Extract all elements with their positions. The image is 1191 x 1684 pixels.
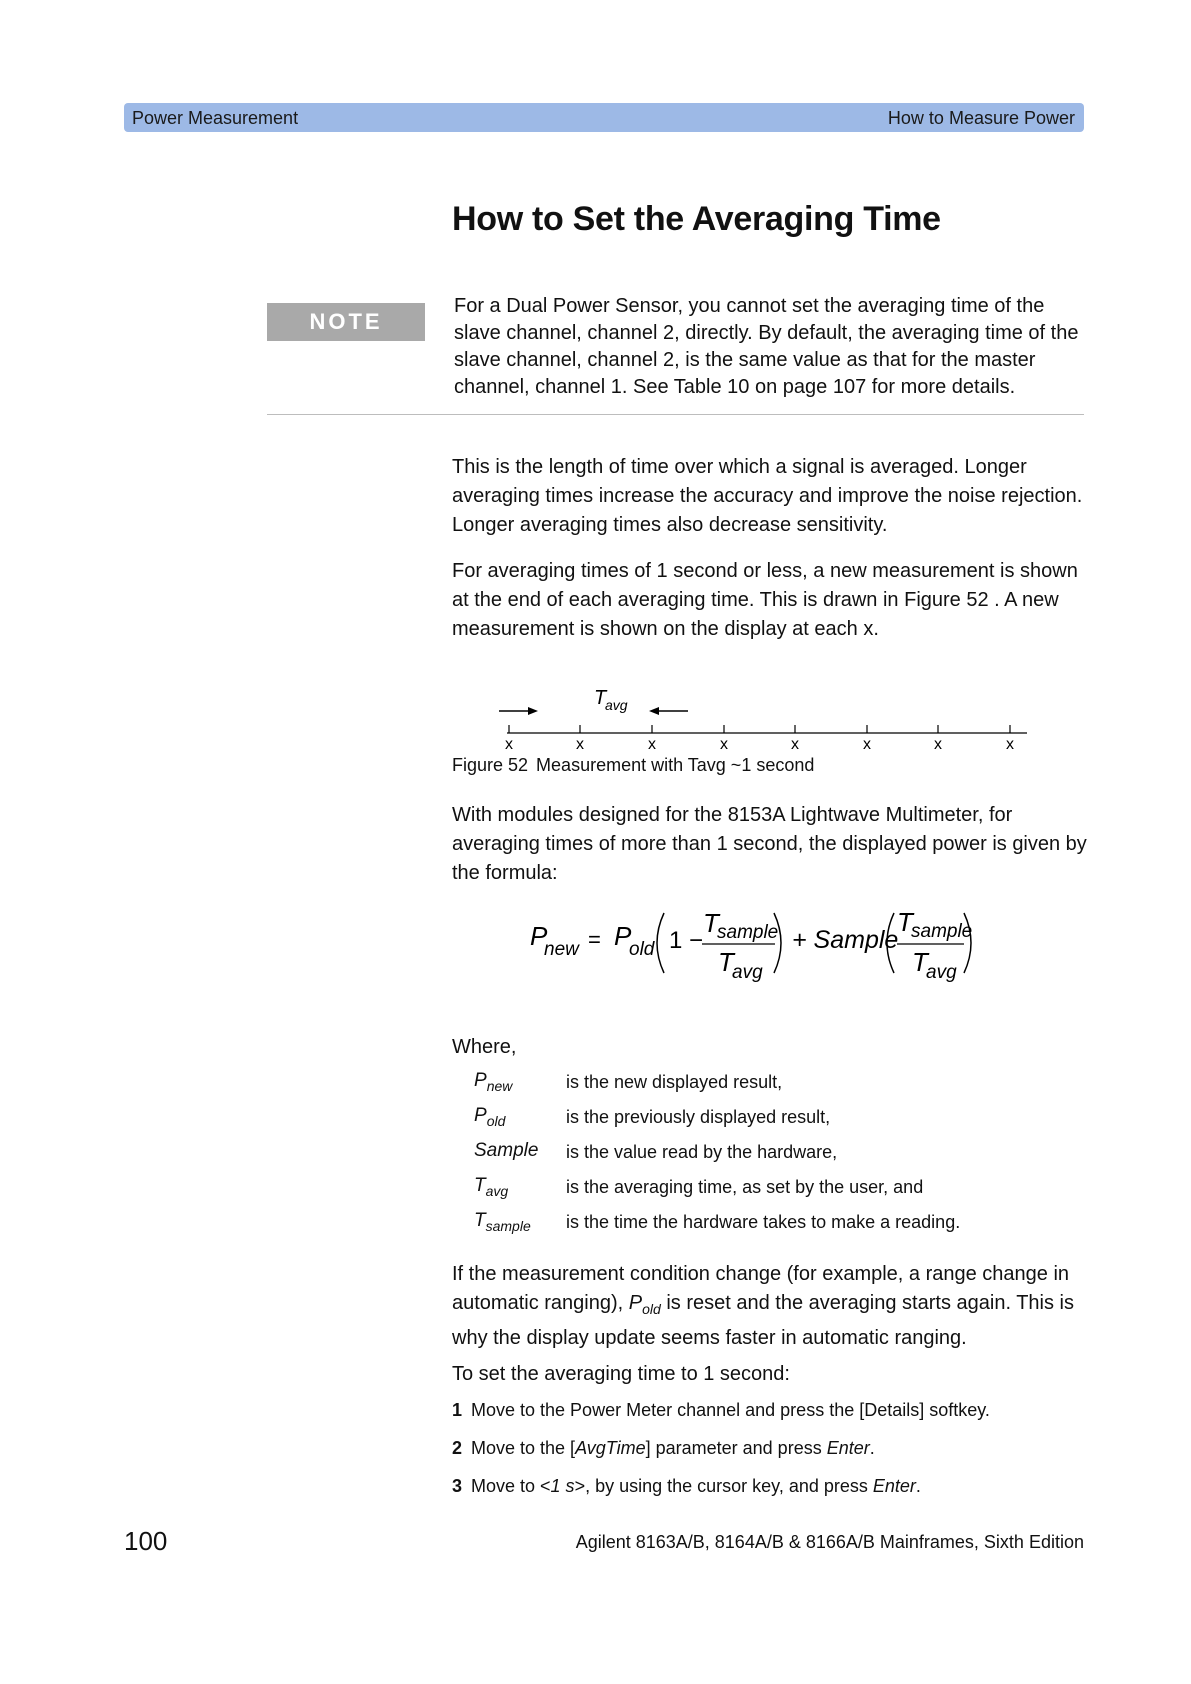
paragraph-short-averaging: For averaging times of 1 second or less, a new measurement is shown at the end of each averaging time. This is drawn in Figure 52 . A new measurement is shown on the display at each x. bbox=[452, 560, 1078, 640]
step-3 bbox=[452, 1476, 1092, 1514]
definition-row bbox=[474, 1070, 1074, 1105]
formula-plus-sample: + Sample bbox=[792, 926, 899, 954]
figure-caption bbox=[452, 755, 814, 776]
timeline-ticks bbox=[505, 725, 1014, 753]
definition-term: $T_{avg}$ bbox=[474, 1175, 509, 1199]
running-header bbox=[124, 103, 1084, 132]
formula-t-avg-2: T bbox=[912, 947, 928, 977]
definition-row bbox=[474, 1175, 1074, 1210]
definition-description: is the time the hardware takes to make a reading. bbox=[566, 1212, 961, 1232]
p-old-term: $P_{old}$ bbox=[628, 1292, 661, 1317]
header-section: Power Measurement bbox=[132, 108, 299, 128]
definition-list bbox=[474, 1070, 1074, 1245]
note-text: For a Dual Power Sensor, you cannot set the averaging time of the slave channel, channel 2, directly. By default, the averaging time of the slave channel, channel 2, is the same value as that for the master channel, channel 1. See Table 10 on page 107 for more details. bbox=[454, 295, 1079, 398]
paragraph-definition: This is the length of time over which a signal is averaged. Longer averaging times increase the accuracy and improve the noise rejection. Longer averaging times also decrease sensitivity. bbox=[452, 456, 1083, 536]
formula-sample-sub-1: sample bbox=[717, 922, 779, 943]
measurement-marker: x bbox=[720, 736, 728, 753]
definition-description: is the averaging time, as set by the user, and bbox=[566, 1177, 924, 1197]
tavg-label-main: T bbox=[594, 687, 607, 709]
definition-term: $P_{old}$ bbox=[474, 1105, 506, 1129]
step-1 bbox=[452, 1400, 1092, 1438]
step-number: 3 bbox=[452, 1476, 463, 1496]
arrow-right-head bbox=[528, 707, 538, 715]
measurement-marker: x bbox=[791, 736, 799, 753]
formula-paren-open-1 bbox=[657, 913, 664, 973]
page-title: How to Set the Averaging Time bbox=[452, 200, 941, 238]
paragraph-where: Where, bbox=[452, 1036, 517, 1058]
measurement-marker: x bbox=[1006, 736, 1014, 753]
definition-term: Sample bbox=[474, 1140, 539, 1161]
arrow-left-head bbox=[649, 707, 659, 715]
definition-row bbox=[474, 1210, 1074, 1245]
measurement-marker: x bbox=[505, 736, 513, 753]
averaging-formula bbox=[530, 905, 1010, 990]
step-2 bbox=[452, 1438, 1092, 1476]
definition-description: is the value read by the hardware, bbox=[566, 1142, 838, 1162]
measurement-marker: x bbox=[863, 736, 871, 753]
definition-description: is the new displayed result, bbox=[566, 1072, 783, 1092]
figure-caption-text: Measurement with Tavg ~1 second bbox=[536, 755, 815, 775]
formula-one-minus: 1 − bbox=[669, 927, 704, 954]
measurement-marker: x bbox=[648, 736, 656, 753]
page-number: 100 bbox=[124, 1526, 168, 1556]
paragraph-procedure-intro: To set the averaging time to 1 second: bbox=[452, 1363, 790, 1385]
formula-new: new bbox=[544, 939, 579, 960]
paragraph-long-averaging: With modules designed for the 8153A Lightwave Multimeter, for averaging times of more than 1 second, the displayed power is given by the formula: bbox=[452, 804, 1087, 884]
formula-equals: = bbox=[588, 927, 601, 952]
formula-avg-sub-1: avg bbox=[732, 962, 763, 983]
definition-row bbox=[474, 1105, 1074, 1140]
formula-old: old bbox=[629, 939, 655, 960]
note-divider bbox=[267, 414, 1084, 415]
formula-avg-sub-2: avg bbox=[926, 962, 957, 983]
formula-t-sample-1: T bbox=[703, 908, 719, 938]
tavg-label-sub: avg bbox=[605, 697, 628, 713]
definition-term: $P_{new}$ bbox=[474, 1070, 513, 1094]
measurement-marker: x bbox=[934, 736, 942, 753]
step-text: Move to the [AvgTime] parameter and press Enter. bbox=[471, 1438, 875, 1458]
formula-sample-sub-2: sample bbox=[911, 921, 973, 942]
formula-t-avg-1: T bbox=[718, 947, 734, 977]
definition-row bbox=[474, 1140, 1074, 1175]
procedure-steps bbox=[452, 1400, 1092, 1514]
footer-text: Agilent 8163A/B, 8164A/B & 8166A/B Mainframes, Sixth Edition bbox=[575, 1532, 1084, 1552]
step-number: 1 bbox=[452, 1400, 463, 1420]
formula-p: P bbox=[530, 921, 548, 951]
step-text: Move to <1 s>, by using the cursor key, and press Enter. bbox=[471, 1476, 921, 1496]
figure-52-timeline bbox=[452, 680, 1052, 760]
note-badge: NOTE bbox=[267, 303, 425, 341]
formula-p-old: P bbox=[614, 921, 632, 951]
figure-number: Figure 52 bbox=[452, 755, 529, 775]
step-text: Move to the Power Meter channel and press the [Details] softkey. bbox=[471, 1400, 990, 1420]
formula-t-sample-2: T bbox=[897, 907, 913, 937]
measurement-marker: x bbox=[576, 736, 584, 753]
definition-term: $T_{sample}$ bbox=[474, 1210, 531, 1234]
definition-description: is the previously displayed result, bbox=[566, 1107, 831, 1127]
step-number: 2 bbox=[452, 1438, 463, 1458]
header-topic: How to Measure Power bbox=[887, 108, 1075, 128]
paragraph-reset: If the measurement condition change (for example, a range change in automatic ranging), $P_{old}$ is reset and the averaging starts again. This is why the display update seems faster in automatic ranging. bbox=[452, 1263, 1074, 1349]
